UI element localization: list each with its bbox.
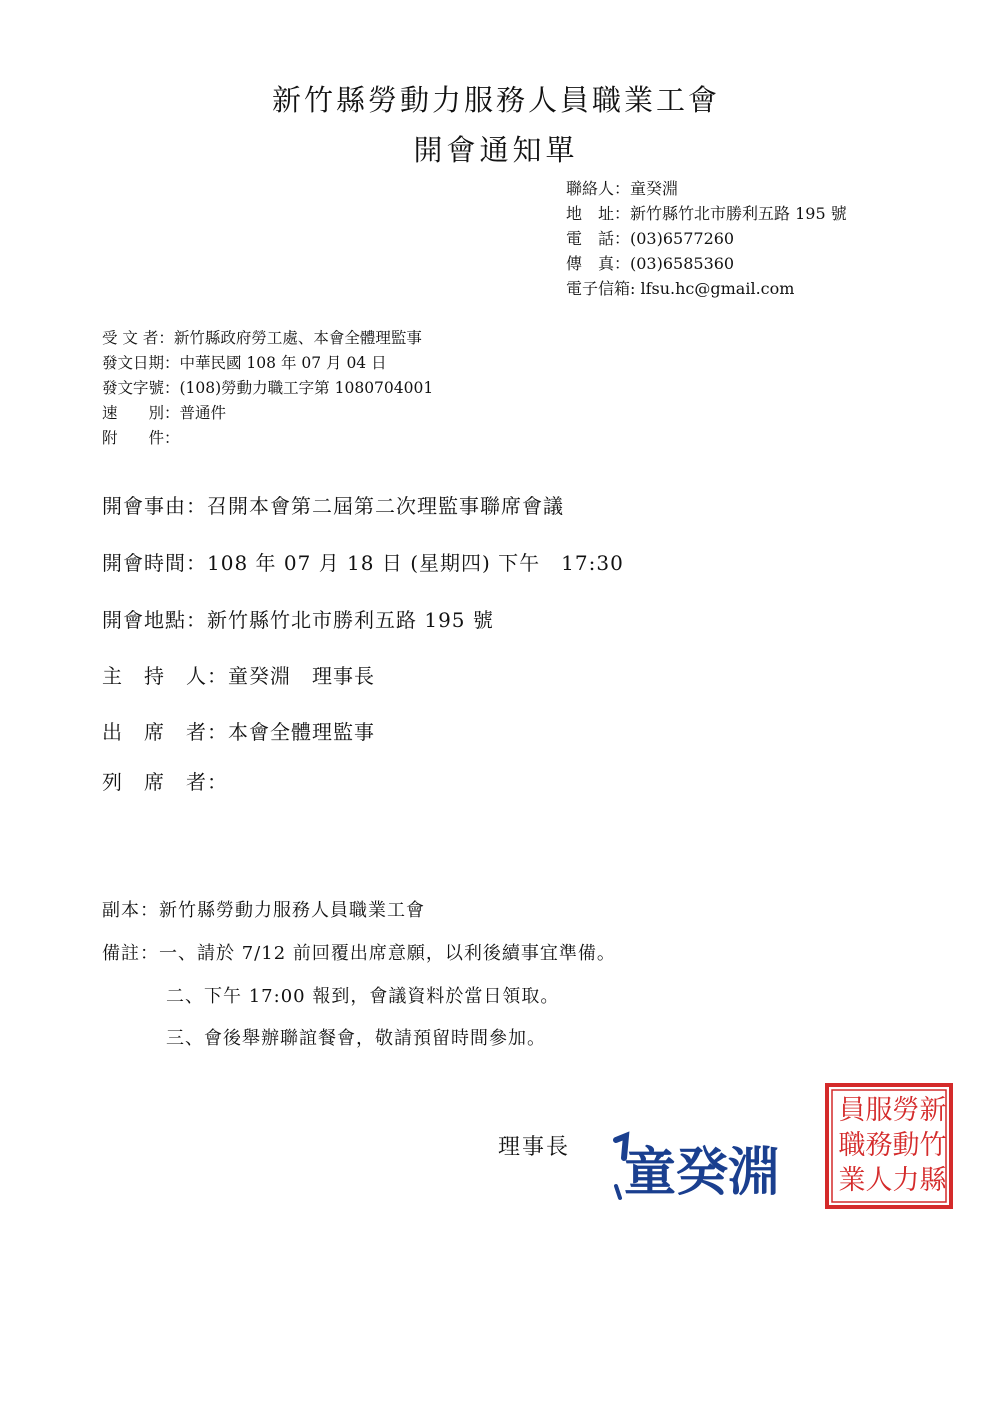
svg-text:服: 服 (865, 1095, 893, 1126)
svg-text:職: 職 (838, 1130, 866, 1161)
contact-phone: 電 話：(03)6577260 (566, 229, 735, 248)
meta-date: 發文日期：中華民國 108 年 07 月 04 日 (102, 354, 387, 372)
svg-text:縣: 縣 (919, 1165, 947, 1196)
svg-text:勞: 勞 (892, 1095, 920, 1126)
contact-block (566, 176, 847, 301)
meta-recipient: 受 文 者：新竹縣政府勞工處、本會全體理監事 (102, 329, 422, 347)
svg-text:竹: 竹 (919, 1130, 947, 1161)
remark-3: 三、會後舉辦聯誼餐會，敬請預留時間參加。 (166, 1028, 546, 1049)
remark-2: 二、下午 17:00 報到，會議資料於當日領取。 (166, 986, 560, 1007)
svg-text:人: 人 (865, 1165, 893, 1196)
contact-address: 地 址：新竹縣竹北市勝利五路 195 號 (566, 204, 847, 223)
contact-fax: 傳 真：(03)6585360 (566, 254, 735, 273)
svg-text:新: 新 (919, 1095, 947, 1126)
svg-text:力: 力 (892, 1165, 920, 1196)
meeting-host: 主 持 人：童癸淵 理事長 (102, 664, 375, 688)
contact-email: 電子信箱: lfsu.hc@gmail.com (566, 279, 795, 298)
official-seal (824, 1082, 954, 1210)
meta-speed: 速 別：普通件 (102, 404, 227, 422)
handwritten-signature (612, 1128, 792, 1208)
meta-ref-no: 發文字號：(108)勞動力職工字第 1080704001 (102, 379, 434, 397)
doc-type-title: 開會通知單 (413, 133, 579, 167)
cc-line: 副本：新竹縣勞動力服務人員職業工會 (102, 900, 425, 921)
meeting-place: 開會地點：新竹縣竹北市勝利五路 195 號 (102, 608, 494, 632)
chairman-title: 理事長 (498, 1135, 571, 1160)
meeting-reason: 開會事由：召開本會第二屆第二次理監事聯席會議 (102, 494, 564, 518)
meta-attachment: 附 件： (102, 429, 180, 447)
signature-name: 童癸淵 (624, 1142, 781, 1203)
document-meta (102, 326, 433, 451)
meeting-observers: 列 席 者： (102, 770, 228, 794)
contact-person: 聯絡人：童癸淵 (566, 179, 679, 198)
meeting-time: 開會時間：108 年 07 月 18 日 (星期四) 下午 17:30 (102, 551, 624, 575)
meeting-attendees: 出 席 者：本會全體理監事 (102, 720, 375, 744)
svg-text:動: 動 (892, 1130, 920, 1161)
remark-1: 備註：一、請於 7/12 前回覆出席意願，以利後續事宜準備。 (102, 943, 616, 964)
svg-text:業: 業 (838, 1165, 866, 1196)
svg-text:務: 務 (865, 1130, 893, 1161)
svg-text:員: 員 (838, 1095, 866, 1126)
org-title: 新竹縣勞動力服務人員職業工會 (271, 83, 720, 117)
